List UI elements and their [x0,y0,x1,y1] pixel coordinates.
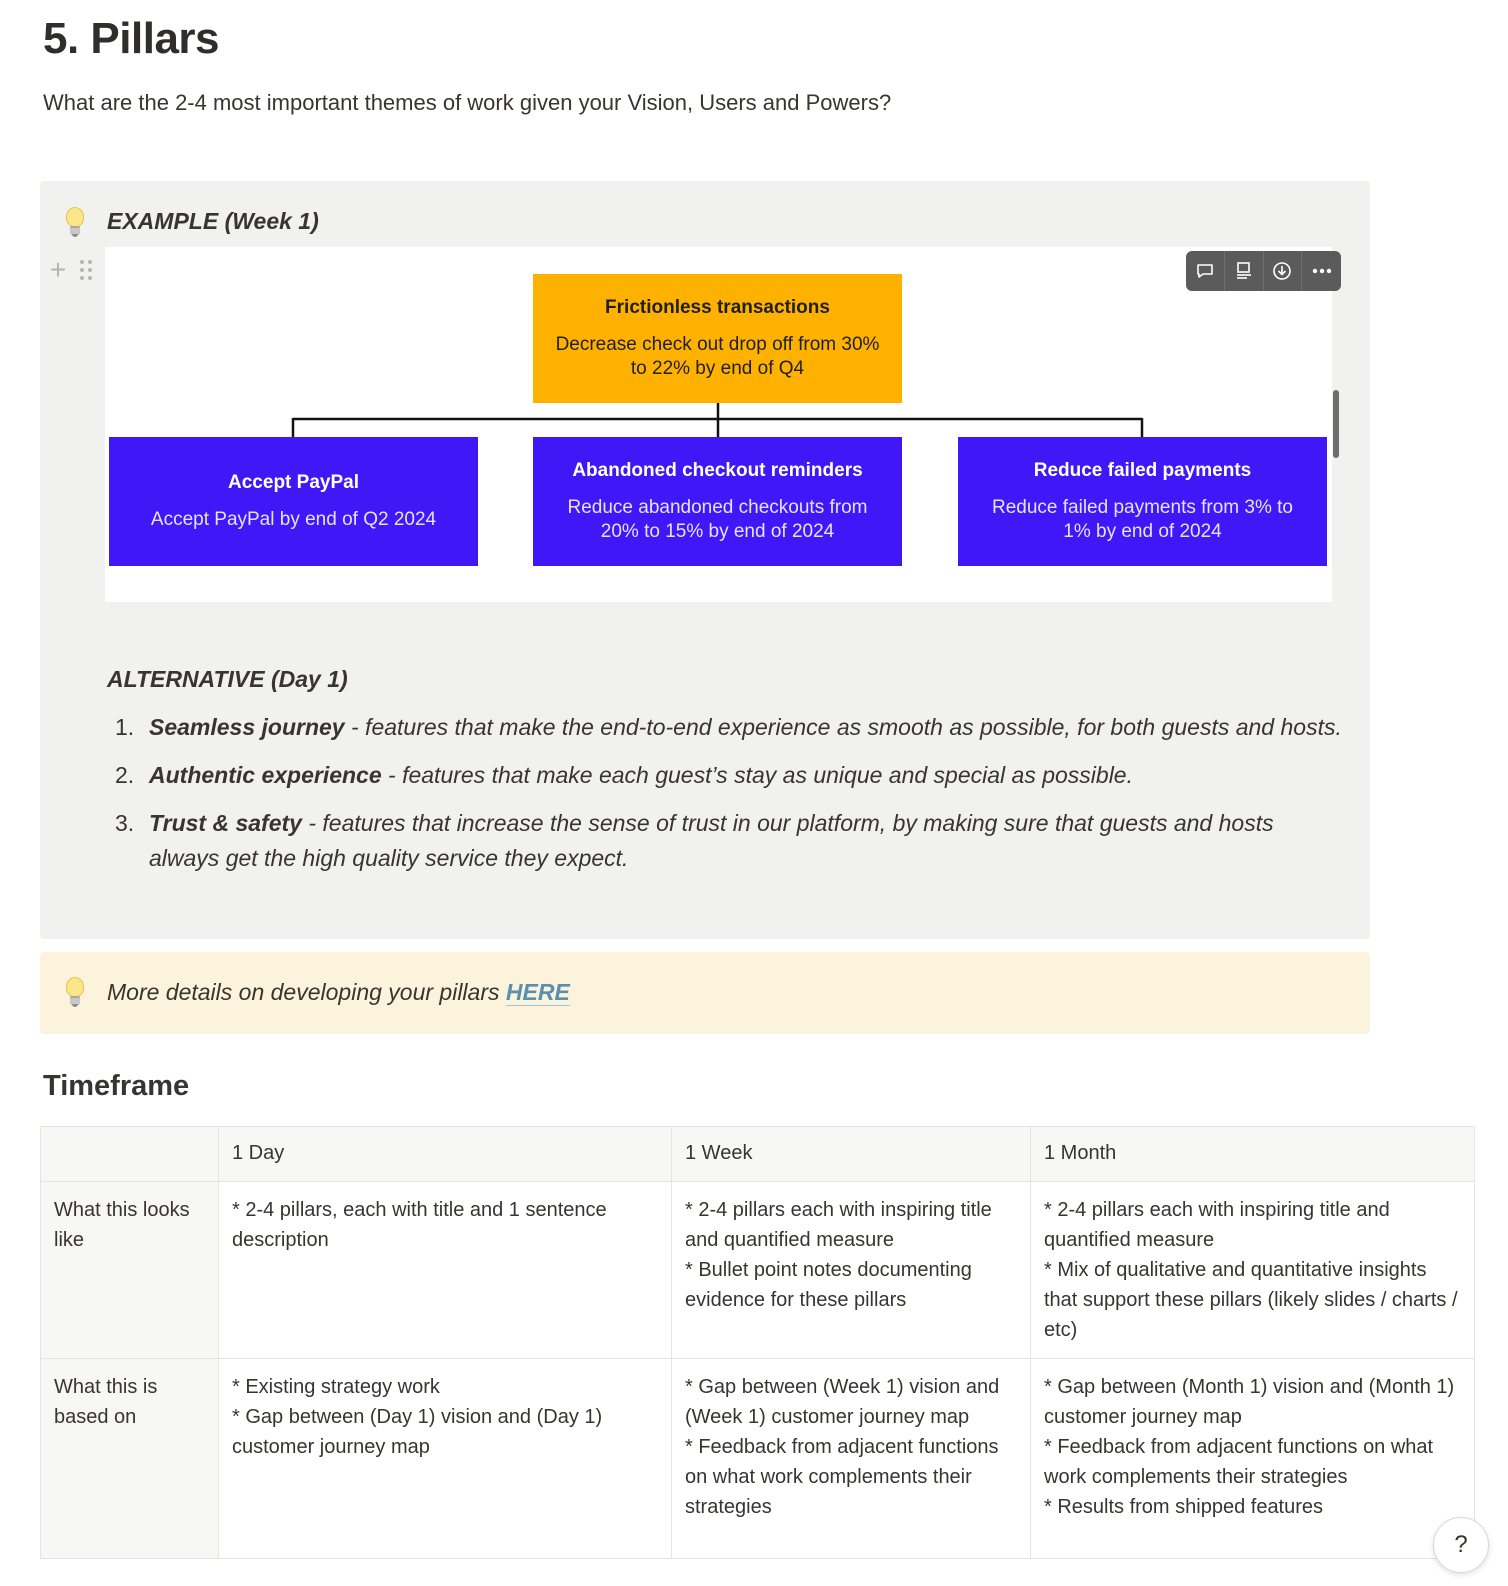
table-cell[interactable]: * 2-4 pillars, each with title and 1 sentence description [219,1182,672,1359]
pillar-box-payments [958,437,1327,566]
pillar-box-paypal [109,437,478,566]
help-button[interactable]: ? [1433,1517,1489,1573]
table-header-cell[interactable]: 1 Week [672,1127,1031,1182]
table-cell[interactable]: * Gap between (Week 1) vision and (Week 1) customer journey map * Feedback from adjacent functions on what work complements their strategies [672,1359,1031,1559]
table-row [41,1182,1475,1359]
table-cell[interactable]: * 2-4 pillars each with inspiring title and quantified measure * Bullet point notes documenting evidence for these pillars [672,1182,1031,1359]
pillar-top-title: Frictionless transactions [605,296,830,318]
pillar-description: Reduce failed payments from 3% to 1% by end of 2024 [992,496,1293,542]
alternative-list [107,710,1347,889]
lightbulb-icon [64,207,86,239]
table-row [41,1359,1475,1559]
lightbulb-icon [64,977,86,1009]
timeframe-table [40,1126,1475,1559]
table-header-cell[interactable]: 1 Day [219,1127,672,1182]
download-icon[interactable] [1264,251,1303,291]
comment-icon[interactable] [1186,251,1225,291]
pillar-title: Accept PayPal [228,471,359,493]
example-heading: EXAMPLE (Week 1) [107,208,319,234]
details-text: More details on developing your pillars HERE [107,979,570,1005]
table-header-row [41,1127,1475,1182]
timeframe-heading: Timeframe [43,1070,190,1102]
add-block-icon[interactable]: + [49,254,67,285]
pillar-description: Reduce abandoned checkouts from 20% to 15% by end of 2024 [567,496,868,542]
pillar-box-checkout [533,437,902,566]
table-cell[interactable]: * 2-4 pillars each with inspiring title and quantified measure * Mix of qualitative and quantitative insights that support these pillars (likely slides / charts / etc) [1031,1182,1475,1359]
table-row-label[interactable]: What this looks like [41,1182,219,1359]
table-cell[interactable]: * Gap between (Month 1) vision and (Month 1) customer journey map * Feedback from adjacent functions on what work complements their strategies * Results from shipped features [1031,1359,1475,1559]
image-toolbar [1186,251,1341,291]
pillar-description: Accept PayPal by end of Q2 2024 [150,508,437,530]
pillar-top-description: Decrease check out drop off from 30% to 22% by end of Q4 [555,333,880,379]
table-row-label[interactable]: What this is based on [41,1359,219,1559]
details-link[interactable]: HERE [505,979,570,1005]
pillar-top-box [533,274,902,403]
drag-handle-icon[interactable] [80,259,94,281]
caption-icon[interactable] [1225,251,1264,291]
pillars-diagram[interactable] [105,247,1332,602]
diagram-scrollbar[interactable] [1333,390,1339,458]
more-icon[interactable] [1302,251,1341,291]
table-header-cell[interactable] [41,1127,219,1182]
table-header-cell[interactable]: 1 Month [1031,1127,1475,1182]
list-item: 1. Seamless journey - features that make the end-to-end experience as smooth as possible, for both guests and hosts. [115,714,1342,740]
pillar-title: Abandoned checkout reminders [572,459,863,481]
block-handle [44,256,104,284]
page-subtitle: What are the 2-4 most important themes of work given your Vision, Users and Powers? [43,90,892,115]
alternative-heading: ALTERNATIVE (Day 1) [107,666,348,692]
list-item: 2. Authentic experience - features that make each guest’s stay as unique and special as possible. [115,762,1133,788]
list-item: 3. Trust & safety - features that increase the sense of trust in our platform, by making sure that guests and hosts always get the high quality service they expect. [115,810,1274,871]
page-title: 5. Pillars [43,14,220,63]
table-cell[interactable]: * Existing strategy work * Gap between (Day 1) vision and (Day 1) customer journey map [219,1359,672,1559]
pillar-title: Reduce failed payments [1033,459,1252,481]
